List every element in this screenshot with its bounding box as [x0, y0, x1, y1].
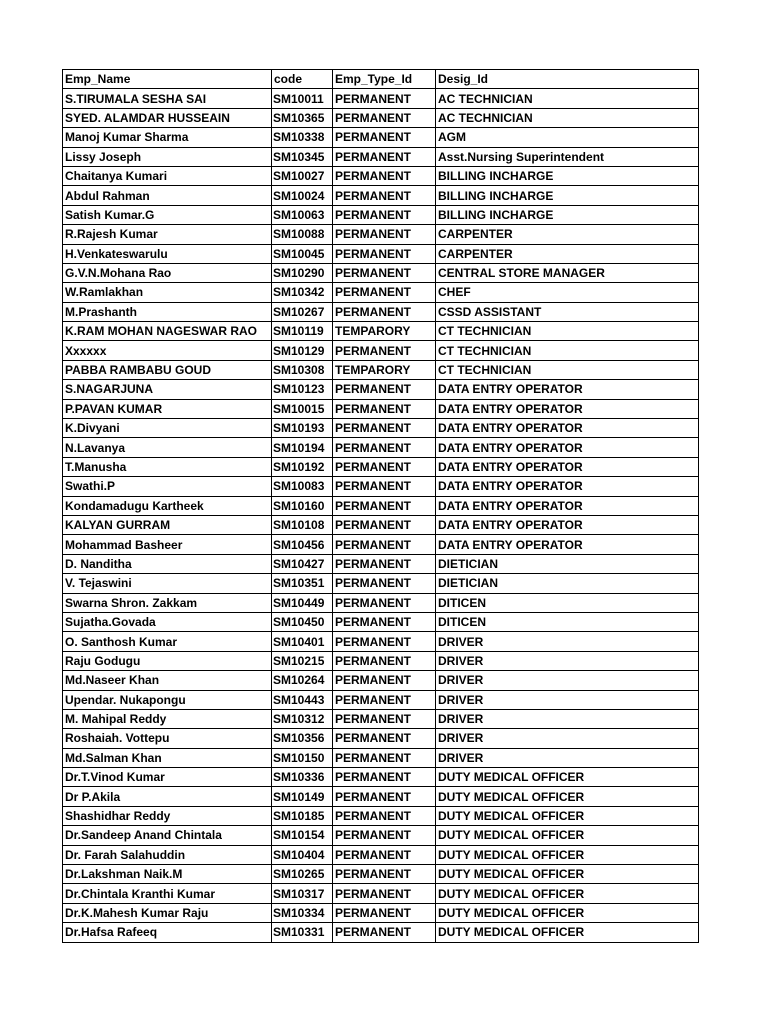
- code-cell: SM10449: [272, 593, 333, 612]
- desig-cell: DRIVER: [436, 632, 699, 651]
- table-row: [63, 903, 699, 922]
- desig-cell: CT TECHNICIAN: [436, 341, 699, 360]
- table-row: [63, 496, 699, 515]
- table-row: [63, 322, 699, 341]
- code-cell: SM10027: [272, 166, 333, 185]
- code-cell: SM10119: [272, 322, 333, 341]
- code-cell: SM10160: [272, 496, 333, 515]
- code-cell: SM10083: [272, 477, 333, 496]
- table-row: [63, 283, 699, 302]
- emp-type-cell: PERMANENT: [333, 205, 436, 224]
- emp-name-cell: Dr P.Akila: [63, 787, 272, 806]
- table-row: [63, 205, 699, 224]
- emp-name-cell: K.RAM MOHAN NAGESWAR RAO: [63, 322, 272, 341]
- emp-name-cell: Dr.Hafsa Rafeeq: [63, 923, 272, 942]
- desig-cell: DRIVER: [436, 651, 699, 670]
- emp-name-cell: P.PAVAN KUMAR: [63, 399, 272, 418]
- desig-cell: DUTY MEDICAL OFFICER: [436, 923, 699, 942]
- code-cell: SM10265: [272, 865, 333, 884]
- emp-name-cell: O. Santhosh Kumar: [63, 632, 272, 651]
- header-desig-id: Desig_Id: [436, 70, 699, 89]
- table-row: [63, 438, 699, 457]
- desig-cell: BILLING INCHARGE: [436, 166, 699, 185]
- header-code: code: [272, 70, 333, 89]
- emp-type-cell: PERMANENT: [333, 884, 436, 903]
- emp-type-cell: TEMPARORY: [333, 322, 436, 341]
- desig-cell: AC TECHNICIAN: [436, 89, 699, 108]
- table-row: [63, 865, 699, 884]
- emp-name-cell: S.TIRUMALA SESHA SAI: [63, 89, 272, 108]
- code-cell: SM10404: [272, 845, 333, 864]
- desig-cell: CT TECHNICIAN: [436, 322, 699, 341]
- emp-name-cell: G.V.N.Mohana Rao: [63, 263, 272, 282]
- table-row: [63, 690, 699, 709]
- emp-name-cell: Chaitanya Kumari: [63, 166, 272, 185]
- table-row: [63, 263, 699, 282]
- desig-cell: DUTY MEDICAL OFFICER: [436, 806, 699, 825]
- emp-name-cell: H.Venkateswarulu: [63, 244, 272, 263]
- emp-name-cell: Satish Kumar.G: [63, 205, 272, 224]
- emp-name-cell: Lissy Joseph: [63, 147, 272, 166]
- emp-name-cell: Raju Godugu: [63, 651, 272, 670]
- code-cell: SM10356: [272, 729, 333, 748]
- table-row: [63, 884, 699, 903]
- emp-type-cell: PERMANENT: [333, 302, 436, 321]
- desig-cell: DATA ENTRY OPERATOR: [436, 496, 699, 515]
- table-row: [63, 360, 699, 379]
- emp-name-cell: R.Rajesh Kumar: [63, 225, 272, 244]
- emp-name-cell: N.Lavanya: [63, 438, 272, 457]
- desig-cell: CSSD ASSISTANT: [436, 302, 699, 321]
- emp-name-cell: Shashidhar Reddy: [63, 806, 272, 825]
- employee-table: [62, 69, 699, 943]
- emp-name-cell: Dr.Sandeep Anand Chintala: [63, 826, 272, 845]
- code-cell: SM10308: [272, 360, 333, 379]
- emp-type-cell: TEMPARORY: [333, 360, 436, 379]
- desig-cell: DUTY MEDICAL OFFICER: [436, 768, 699, 787]
- desig-cell: DRIVER: [436, 748, 699, 767]
- table-row: [63, 593, 699, 612]
- desig-cell: DATA ENTRY OPERATOR: [436, 457, 699, 476]
- emp-type-cell: PERMANENT: [333, 768, 436, 787]
- emp-type-cell: PERMANENT: [333, 651, 436, 670]
- emp-type-cell: PERMANENT: [333, 826, 436, 845]
- code-cell: SM10193: [272, 419, 333, 438]
- header-emp-type-id: Emp_Type_Id: [333, 70, 436, 89]
- emp-type-cell: PERMANENT: [333, 535, 436, 554]
- desig-cell: AGM: [436, 128, 699, 147]
- code-cell: SM10194: [272, 438, 333, 457]
- table-row: [63, 128, 699, 147]
- code-cell: SM10215: [272, 651, 333, 670]
- table-row: [63, 380, 699, 399]
- emp-type-cell: PERMANENT: [333, 399, 436, 418]
- code-cell: SM10401: [272, 632, 333, 651]
- table-row: [63, 612, 699, 631]
- desig-cell: DUTY MEDICAL OFFICER: [436, 865, 699, 884]
- table-row: [63, 768, 699, 787]
- table-row: [63, 457, 699, 476]
- code-cell: SM10045: [272, 244, 333, 263]
- emp-type-cell: PERMANENT: [333, 554, 436, 573]
- emp-type-cell: PERMANENT: [333, 244, 436, 263]
- code-cell: SM10108: [272, 515, 333, 534]
- desig-cell: DUTY MEDICAL OFFICER: [436, 826, 699, 845]
- emp-name-cell: M.Prashanth: [63, 302, 272, 321]
- code-cell: SM10267: [272, 302, 333, 321]
- desig-cell: DIETICIAN: [436, 554, 699, 573]
- desig-cell: DATA ENTRY OPERATOR: [436, 535, 699, 554]
- code-cell: SM10334: [272, 903, 333, 922]
- emp-type-cell: PERMANENT: [333, 89, 436, 108]
- emp-type-cell: PERMANENT: [333, 903, 436, 922]
- table-row: [63, 515, 699, 534]
- desig-cell: DUTY MEDICAL OFFICER: [436, 884, 699, 903]
- emp-name-cell: Dr.K.Mahesh Kumar Raju: [63, 903, 272, 922]
- emp-name-cell: S.NAGARJUNA: [63, 380, 272, 399]
- code-cell: SM10312: [272, 709, 333, 728]
- table-row: [63, 244, 699, 263]
- desig-cell: DATA ENTRY OPERATOR: [436, 515, 699, 534]
- emp-name-cell: Upendar. Nukapongu: [63, 690, 272, 709]
- table-row: [63, 787, 699, 806]
- emp-type-cell: PERMANENT: [333, 729, 436, 748]
- desig-cell: DUTY MEDICAL OFFICER: [436, 787, 699, 806]
- emp-type-cell: PERMANENT: [333, 496, 436, 515]
- code-cell: SM10063: [272, 205, 333, 224]
- emp-name-cell: Dr. Farah Salahuddin: [63, 845, 272, 864]
- emp-name-cell: SYED. ALAMDAR HUSSEAIN: [63, 108, 272, 127]
- code-cell: SM10154: [272, 826, 333, 845]
- desig-cell: CARPENTER: [436, 244, 699, 263]
- code-cell: SM10317: [272, 884, 333, 903]
- emp-type-cell: PERMANENT: [333, 515, 436, 534]
- emp-type-cell: PERMANENT: [333, 128, 436, 147]
- code-cell: SM10015: [272, 399, 333, 418]
- emp-type-cell: PERMANENT: [333, 709, 436, 728]
- code-cell: SM10024: [272, 186, 333, 205]
- code-cell: SM10123: [272, 380, 333, 399]
- emp-name-cell: D. Nanditha: [63, 554, 272, 573]
- emp-type-cell: PERMANENT: [333, 923, 436, 942]
- desig-cell: CHEF: [436, 283, 699, 302]
- code-cell: SM10351: [272, 574, 333, 593]
- table-row: [63, 748, 699, 767]
- emp-type-cell: PERMANENT: [333, 690, 436, 709]
- desig-cell: BILLING INCHARGE: [436, 205, 699, 224]
- table-row: [63, 671, 699, 690]
- desig-cell: DATA ENTRY OPERATOR: [436, 438, 699, 457]
- table-row: [63, 166, 699, 185]
- emp-type-cell: PERMANENT: [333, 341, 436, 360]
- code-cell: SM10331: [272, 923, 333, 942]
- desig-cell: DITICEN: [436, 612, 699, 631]
- emp-type-cell: PERMANENT: [333, 186, 436, 205]
- table-row: [63, 651, 699, 670]
- code-cell: SM10342: [272, 283, 333, 302]
- emp-type-cell: PERMANENT: [333, 263, 436, 282]
- emp-type-cell: PERMANENT: [333, 612, 436, 631]
- desig-cell: DATA ENTRY OPERATOR: [436, 477, 699, 496]
- code-cell: SM10336: [272, 768, 333, 787]
- code-cell: SM10427: [272, 554, 333, 573]
- table-row: [63, 845, 699, 864]
- desig-cell: DATA ENTRY OPERATOR: [436, 419, 699, 438]
- code-cell: SM10443: [272, 690, 333, 709]
- desig-cell: DRIVER: [436, 690, 699, 709]
- table-row: [63, 89, 699, 108]
- desig-cell: BILLING INCHARGE: [436, 186, 699, 205]
- table-row: [63, 535, 699, 554]
- code-cell: SM10150: [272, 748, 333, 767]
- desig-cell: DATA ENTRY OPERATOR: [436, 380, 699, 399]
- emp-type-cell: PERMANENT: [333, 806, 436, 825]
- emp-name-cell: Dr.T.Vinod Kumar: [63, 768, 272, 787]
- emp-type-cell: PERMANENT: [333, 632, 436, 651]
- table-row: [63, 419, 699, 438]
- emp-name-cell: Manoj Kumar Sharma: [63, 128, 272, 147]
- emp-type-cell: PERMANENT: [333, 574, 436, 593]
- table-row: [63, 923, 699, 942]
- table-row: [63, 186, 699, 205]
- desig-cell: DITICEN: [436, 593, 699, 612]
- code-cell: SM10088: [272, 225, 333, 244]
- table-row: [63, 826, 699, 845]
- desig-cell: DATA ENTRY OPERATOR: [436, 399, 699, 418]
- table-row: [63, 225, 699, 244]
- emp-type-cell: PERMANENT: [333, 438, 436, 457]
- desig-cell: AC TECHNICIAN: [436, 108, 699, 127]
- table-row: [63, 574, 699, 593]
- code-cell: SM10456: [272, 535, 333, 554]
- emp-type-cell: PERMANENT: [333, 457, 436, 476]
- table-row: [63, 302, 699, 321]
- table-row: [63, 806, 699, 825]
- emp-type-cell: PERMANENT: [333, 147, 436, 166]
- table-row: [63, 554, 699, 573]
- code-cell: SM10264: [272, 671, 333, 690]
- code-cell: SM10185: [272, 806, 333, 825]
- table-row: [63, 399, 699, 418]
- emp-name-cell: Abdul Rahman: [63, 186, 272, 205]
- desig-cell: DIETICIAN: [436, 574, 699, 593]
- emp-type-cell: PERMANENT: [333, 845, 436, 864]
- desig-cell: DRIVER: [436, 729, 699, 748]
- emp-name-cell: Sujatha.Govada: [63, 612, 272, 631]
- code-cell: SM10149: [272, 787, 333, 806]
- table-row: [63, 147, 699, 166]
- emp-type-cell: PERMANENT: [333, 865, 436, 884]
- code-cell: SM10338: [272, 128, 333, 147]
- emp-type-cell: PERMANENT: [333, 671, 436, 690]
- emp-type-cell: PERMANENT: [333, 108, 436, 127]
- header-row: [63, 70, 699, 89]
- emp-name-cell: Mohammad Basheer: [63, 535, 272, 554]
- code-cell: SM10365: [272, 108, 333, 127]
- desig-cell: DUTY MEDICAL OFFICER: [436, 845, 699, 864]
- emp-name-cell: Swathi.P: [63, 477, 272, 496]
- emp-name-cell: Xxxxxx: [63, 341, 272, 360]
- emp-type-cell: PERMANENT: [333, 477, 436, 496]
- emp-name-cell: Kondamadugu Kartheek: [63, 496, 272, 515]
- header-emp-name: Emp_Name: [63, 70, 272, 89]
- emp-name-cell: Md.Naseer Khan: [63, 671, 272, 690]
- code-cell: SM10011: [272, 89, 333, 108]
- code-cell: SM10290: [272, 263, 333, 282]
- emp-name-cell: M. Mahipal Reddy: [63, 709, 272, 728]
- emp-type-cell: PERMANENT: [333, 225, 436, 244]
- emp-type-cell: PERMANENT: [333, 380, 436, 399]
- emp-name-cell: T.Manusha: [63, 457, 272, 476]
- code-cell: SM10450: [272, 612, 333, 631]
- table-row: [63, 341, 699, 360]
- code-cell: SM10192: [272, 457, 333, 476]
- table-row: [63, 477, 699, 496]
- emp-type-cell: PERMANENT: [333, 787, 436, 806]
- emp-name-cell: PABBA RAMBABU GOUD: [63, 360, 272, 379]
- emp-type-cell: PERMANENT: [333, 419, 436, 438]
- emp-name-cell: Roshaiah. Vottepu: [63, 729, 272, 748]
- desig-cell: CENTRAL STORE MANAGER: [436, 263, 699, 282]
- emp-name-cell: Dr.Lakshman Naik.M: [63, 865, 272, 884]
- emp-name-cell: W.Ramlakhan: [63, 283, 272, 302]
- emp-name-cell: KALYAN GURRAM: [63, 515, 272, 534]
- emp-name-cell: K.Divyani: [63, 419, 272, 438]
- table-row: [63, 108, 699, 127]
- desig-cell: DUTY MEDICAL OFFICER: [436, 903, 699, 922]
- emp-name-cell: Md.Salman Khan: [63, 748, 272, 767]
- desig-cell: DRIVER: [436, 709, 699, 728]
- emp-name-cell: Dr.Chintala Kranthi Kumar: [63, 884, 272, 903]
- desig-cell: CARPENTER: [436, 225, 699, 244]
- emp-type-cell: PERMANENT: [333, 593, 436, 612]
- emp-type-cell: PERMANENT: [333, 283, 436, 302]
- emp-name-cell: V. Tejaswini: [63, 574, 272, 593]
- code-cell: SM10129: [272, 341, 333, 360]
- table-row: [63, 632, 699, 651]
- emp-type-cell: PERMANENT: [333, 166, 436, 185]
- code-cell: SM10345: [272, 147, 333, 166]
- table-body: [63, 89, 699, 942]
- emp-type-cell: PERMANENT: [333, 748, 436, 767]
- desig-cell: CT TECHNICIAN: [436, 360, 699, 379]
- table-row: [63, 709, 699, 728]
- desig-cell: Asst.Nursing Superintendent: [436, 147, 699, 166]
- desig-cell: DRIVER: [436, 671, 699, 690]
- emp-name-cell: Swarna Shron. Zakkam: [63, 593, 272, 612]
- table-row: [63, 729, 699, 748]
